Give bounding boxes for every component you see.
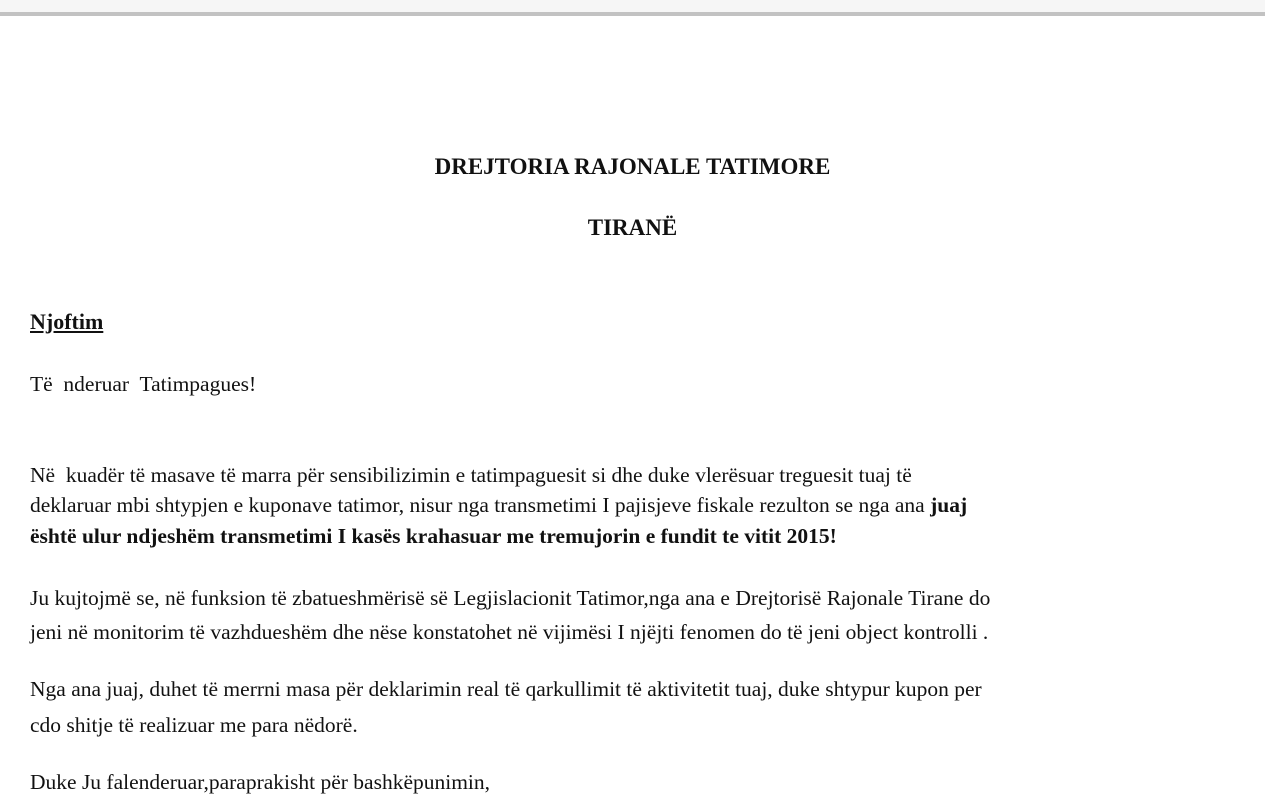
paragraph-line-bold: është ulur ndjeshëm transmetimi I kasës krahasuar me tremujorin e fundit te vitit 2015! (30, 524, 837, 548)
paragraph-text: deklaruar mbi shtypjen e kuponave tatimor, nisur nga transmetimi I pajisjeve fiskale rezulton se nga ana (30, 493, 931, 517)
paragraph-line: cdo shitje të realizuar me para nëdorë. (30, 713, 358, 737)
paragraph-bold-text: juaj (930, 493, 968, 517)
window-top-bar (0, 0, 1265, 12)
paragraph-line (30, 493, 967, 518)
paragraph-line: Ju kujtojmë se, në funksion të zbatueshmërisë së Legjislacionit Tatimor,nga ana e Drejtorisë Rajonale Tirane do (30, 586, 991, 610)
notice-label: Njoftim (30, 309, 104, 334)
document-city: TIRANË (587, 215, 678, 240)
closing-line: Duke Ju falenderuar,paraprakisht për bashkëpunimin, (30, 770, 491, 794)
page-border (0, 12, 1265, 16)
greeting: Të nderuar Tatimpagues! (30, 372, 257, 396)
paragraph-line: Nga ana juaj, duhet të merrni masa për deklarimin real të qarkullimit të aktivitetit tuaj, duke shtypur kupon per (30, 677, 982, 701)
paragraph-line: Në kuadër të masave të marra për sensibilizimin e tatimpaguesit si dhe duke vlerësuar treguesit tuaj të (30, 463, 912, 487)
document-title: DREJTORIA RAJONALE TATIMORE (434, 154, 831, 179)
paragraph-line: jeni në monitorim të vazhdueshëm dhe nëse konstatohet në vijimësi I njëjti fenomen do të jeni object kontrolli . (30, 620, 989, 644)
